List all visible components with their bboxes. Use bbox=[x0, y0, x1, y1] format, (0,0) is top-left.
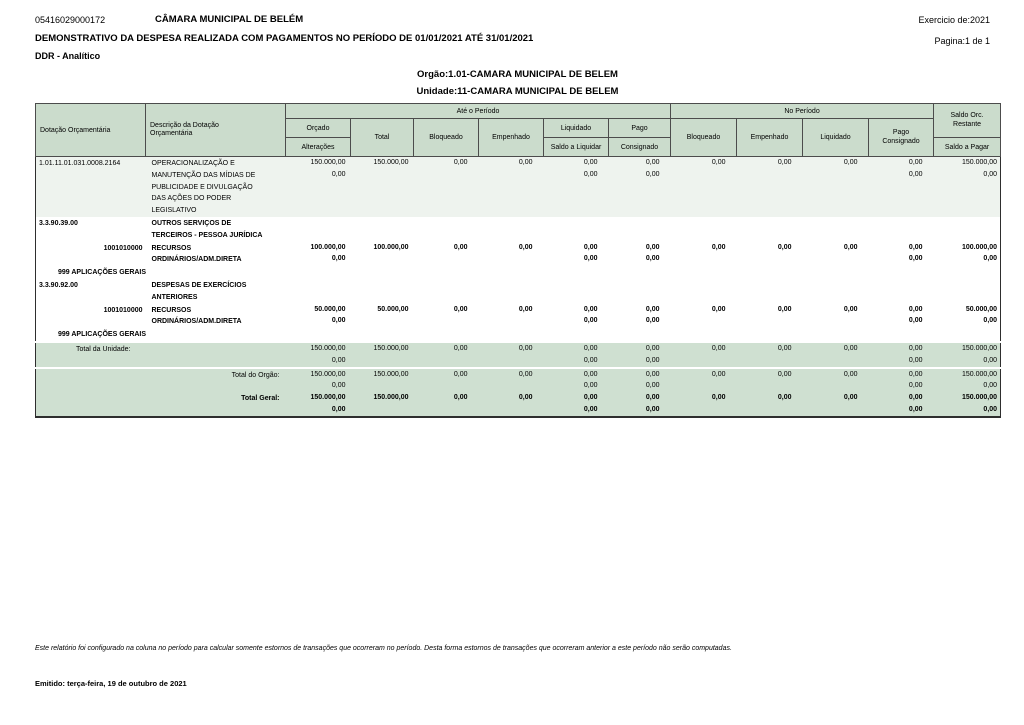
cell-value bbox=[609, 392, 671, 417]
col-group-no-periodo: No Período bbox=[671, 104, 934, 119]
value-line: 0,00 bbox=[983, 405, 998, 413]
col-header-saldo-liquidar: Saldo a Liquidar bbox=[544, 138, 609, 157]
table-header bbox=[36, 104, 1001, 157]
value-line: 0,00 bbox=[453, 344, 468, 352]
row-label-text: 999 APLICAÇÕES GERAIS bbox=[58, 331, 147, 339]
value-line: 50.000,00 bbox=[314, 305, 346, 313]
cell-value bbox=[479, 266, 544, 279]
descricao-line: DAS AÇÕES DO PODER bbox=[151, 195, 232, 203]
value-line: 0,00 bbox=[583, 394, 598, 402]
col-header-consignado-no: Consignado bbox=[882, 137, 920, 145]
cell-value bbox=[671, 342, 737, 368]
value-line: 0,00 bbox=[331, 170, 346, 178]
cell-dotacao-code bbox=[36, 217, 146, 242]
col-header-empenhado-ate: Empenhado bbox=[479, 119, 544, 157]
value-line: 0,00 bbox=[453, 394, 468, 402]
cell-value bbox=[609, 328, 671, 342]
cell-value bbox=[544, 242, 609, 267]
orgao-line: Orgão:1.01-CAMARA MUNICIPAL DE BELEM bbox=[417, 69, 618, 80]
cell-value bbox=[544, 266, 609, 279]
descricao-line: MANUTENÇÃO DAS MÍDIAS DE bbox=[151, 171, 256, 179]
value-line: 0,00 bbox=[453, 370, 468, 378]
cell-value bbox=[544, 392, 609, 417]
cell-value bbox=[351, 157, 414, 217]
cell-value bbox=[869, 342, 934, 368]
cell-value bbox=[869, 217, 934, 242]
cell-value bbox=[869, 279, 934, 304]
cell-value bbox=[414, 242, 479, 267]
value-line: 150.000,00 bbox=[310, 394, 346, 402]
cell-value bbox=[609, 217, 671, 242]
value-line: 0,00 bbox=[983, 255, 998, 263]
row-label bbox=[36, 266, 286, 279]
cell-descricao bbox=[146, 242, 286, 267]
value-line: 0,00 bbox=[908, 255, 923, 263]
value-line: 150.000,00 bbox=[962, 370, 998, 378]
value-line: 150.000,00 bbox=[310, 344, 346, 352]
cell-value bbox=[414, 342, 479, 368]
value-line: 0,00 bbox=[331, 405, 346, 413]
value-line: 100.000,00 bbox=[962, 243, 998, 251]
cell-value bbox=[479, 328, 544, 342]
cell-value bbox=[671, 279, 737, 304]
cell-value bbox=[351, 242, 414, 267]
cell-value bbox=[671, 217, 737, 242]
value-line: 0,00 bbox=[645, 317, 660, 325]
value-line: 0,00 bbox=[331, 356, 346, 364]
table-row bbox=[36, 368, 1001, 393]
cell-dotacao-code bbox=[36, 242, 146, 267]
col-header-bloqueado-ate: Bloqueado bbox=[414, 119, 479, 157]
cell-value bbox=[803, 242, 869, 267]
cell-dotacao-code bbox=[36, 279, 146, 304]
value-line: 150.000,00 bbox=[962, 394, 998, 402]
cell-value bbox=[609, 157, 671, 217]
value-line: 0,00 bbox=[711, 370, 726, 378]
value-line: 150.000,00 bbox=[310, 370, 346, 378]
cell-value bbox=[351, 368, 414, 393]
descricao-line: RECURSOS bbox=[151, 244, 192, 252]
cell-value bbox=[479, 157, 544, 217]
cell-value bbox=[414, 328, 479, 342]
cell-value bbox=[803, 392, 869, 417]
col-header-saldo-orc-restante bbox=[934, 104, 1001, 138]
cell-value bbox=[286, 279, 351, 304]
dotacao-code-text: 1.01.11.01.031.0008.2164 bbox=[39, 160, 121, 167]
cell-value bbox=[934, 242, 1001, 267]
cell-value bbox=[609, 242, 671, 267]
cell-value bbox=[934, 217, 1001, 242]
cell-value bbox=[737, 368, 803, 393]
value-line: 0,00 bbox=[908, 370, 923, 378]
descricao-line: LEGISLATIVO bbox=[151, 207, 197, 215]
cell-value bbox=[869, 392, 934, 417]
value-line: 0,00 bbox=[908, 305, 923, 313]
total-label-text: Total Geral: bbox=[241, 395, 280, 403]
value-line: 0,00 bbox=[645, 255, 660, 263]
cell-value bbox=[609, 266, 671, 279]
value-line: 0,00 bbox=[908, 317, 923, 325]
value-line: 0,00 bbox=[583, 159, 598, 166]
col-group-ate-periodo: Até o Período bbox=[286, 104, 671, 119]
value-line: 0,00 bbox=[777, 243, 792, 251]
table-row bbox=[36, 157, 1001, 217]
cell-value bbox=[737, 392, 803, 417]
value-line: 0,00 bbox=[983, 382, 998, 390]
col-header-restante: Restante bbox=[953, 120, 982, 128]
expense-table bbox=[35, 103, 1001, 418]
cell-value bbox=[286, 342, 351, 368]
descricao-line: OPERACIONALIZAÇÃO E bbox=[151, 160, 235, 167]
cell-value bbox=[414, 217, 479, 242]
cell-value bbox=[414, 279, 479, 304]
value-line: 0,00 bbox=[908, 243, 923, 251]
value-line: 0,00 bbox=[453, 305, 468, 313]
cell-value bbox=[609, 342, 671, 368]
table-row bbox=[36, 304, 1001, 329]
value-line: 150.000,00 bbox=[373, 159, 409, 166]
value-line: 0,00 bbox=[583, 305, 598, 313]
col-header-alteracoes: Alterações bbox=[286, 138, 351, 157]
value-line: 0,00 bbox=[908, 405, 923, 413]
value-line: 0,00 bbox=[583, 170, 598, 178]
cell-value bbox=[351, 217, 414, 242]
cell-value bbox=[351, 328, 414, 342]
exercise-label: Exercicio de:2021 bbox=[918, 15, 990, 25]
value-line: 0,00 bbox=[583, 344, 598, 352]
value-line: 0,00 bbox=[908, 382, 923, 390]
value-line: 100.000,00 bbox=[373, 243, 409, 251]
value-line: 0,00 bbox=[583, 382, 598, 390]
value-line: 0,00 bbox=[518, 344, 533, 352]
cell-value bbox=[351, 304, 414, 329]
total-label bbox=[36, 368, 286, 393]
table-row bbox=[36, 328, 1001, 342]
value-line: 0,00 bbox=[843, 394, 858, 402]
cell-value bbox=[286, 304, 351, 329]
value-line: 0,00 bbox=[453, 159, 468, 166]
report-subtitle: DDR - Analítico bbox=[35, 51, 101, 61]
cell-value bbox=[737, 266, 803, 279]
dotacao-code-text: 1001010000 bbox=[103, 244, 143, 252]
descricao-line: ANTERIORES bbox=[151, 293, 198, 301]
value-line: 0,00 bbox=[645, 243, 660, 251]
value-line: 0,00 bbox=[777, 394, 792, 402]
value-line: 150.000,00 bbox=[962, 344, 998, 352]
cell-value bbox=[414, 304, 479, 329]
col-header-pago-ate: Pago bbox=[609, 119, 671, 138]
cell-value bbox=[934, 266, 1001, 279]
cell-value bbox=[934, 342, 1001, 368]
cell-value bbox=[671, 328, 737, 342]
value-line: 0,00 bbox=[331, 255, 346, 263]
value-line: 0,00 bbox=[518, 243, 533, 251]
cell-descricao bbox=[146, 304, 286, 329]
cell-value bbox=[803, 266, 869, 279]
expense-table-wrapper bbox=[35, 103, 1001, 418]
row-label-text: 999 APLICAÇÕES GERAIS bbox=[58, 269, 147, 277]
col-header-total: Total bbox=[351, 119, 414, 157]
descricao-line: OUTROS SERVIÇOS DE bbox=[151, 219, 232, 227]
cell-value bbox=[286, 392, 351, 417]
cell-value bbox=[544, 217, 609, 242]
cell-value bbox=[934, 328, 1001, 342]
cell-value bbox=[414, 157, 479, 217]
value-line: 0,00 bbox=[331, 317, 346, 325]
value-line: 0,00 bbox=[583, 255, 598, 263]
report-title: DEMONSTRATIVO DA DESPESA REALIZADA COM PAGAMENTOS NO PERÍODO DE 01/01/2021 ATÉ 31/01/2021 bbox=[35, 33, 534, 44]
cell-value bbox=[544, 342, 609, 368]
cell-value bbox=[479, 242, 544, 267]
cell-value bbox=[869, 157, 934, 217]
value-line: 0,00 bbox=[583, 356, 598, 364]
table-row bbox=[36, 392, 1001, 417]
table-row bbox=[36, 217, 1001, 242]
value-line: 0,00 bbox=[645, 159, 660, 166]
cell-value bbox=[671, 304, 737, 329]
cell-value bbox=[286, 368, 351, 393]
table-row bbox=[36, 266, 1001, 279]
cell-value bbox=[351, 392, 414, 417]
value-line: 0,00 bbox=[908, 394, 923, 402]
value-line: 150.000,00 bbox=[373, 344, 409, 352]
value-line: 150.000,00 bbox=[373, 394, 409, 402]
footer-note: Este relatório foi configurado na coluna no período para calcular somente estornos de transações que ocorreram no período. Desta forma estornos de transações que ocorreram anterior a este período não serão computadas. bbox=[35, 645, 732, 652]
cell-value bbox=[286, 266, 351, 279]
cell-value bbox=[737, 217, 803, 242]
value-line: 0,00 bbox=[711, 305, 726, 313]
table-row bbox=[36, 279, 1001, 304]
value-line: 150.000,00 bbox=[373, 370, 409, 378]
cell-value bbox=[737, 328, 803, 342]
cell-value bbox=[869, 368, 934, 393]
emitted-date: Emitido: terça-feira, 19 de outubro de 2021 bbox=[35, 679, 187, 688]
cell-value bbox=[286, 217, 351, 242]
cell-value bbox=[737, 157, 803, 217]
value-line: 100.000,00 bbox=[310, 243, 346, 251]
cell-value bbox=[737, 342, 803, 368]
value-line: 0,00 bbox=[843, 344, 858, 352]
value-line: 0,00 bbox=[645, 382, 660, 390]
cell-value bbox=[286, 157, 351, 217]
cell-value bbox=[869, 328, 934, 342]
value-line: 0,00 bbox=[583, 243, 598, 251]
total-label-text: Total da Unidade: bbox=[76, 345, 131, 353]
value-line: 0,00 bbox=[983, 317, 998, 325]
value-line: 0,00 bbox=[583, 405, 598, 413]
cell-value bbox=[737, 304, 803, 329]
value-line: 0,00 bbox=[583, 317, 598, 325]
header-row-groups bbox=[36, 104, 1001, 119]
cell-dotacao-code bbox=[36, 157, 146, 217]
cell-value bbox=[934, 157, 1001, 217]
cell-value bbox=[351, 266, 414, 279]
cell-value bbox=[803, 368, 869, 393]
value-line: 0,00 bbox=[908, 170, 923, 178]
value-line: 0,00 bbox=[645, 394, 660, 402]
value-line: 0,00 bbox=[908, 356, 923, 364]
value-line: 0,00 bbox=[331, 382, 346, 390]
cell-value bbox=[934, 279, 1001, 304]
cell-value bbox=[803, 304, 869, 329]
dotacao-code-text: 3.3.90.39.00 bbox=[39, 219, 78, 227]
cell-value bbox=[286, 242, 351, 267]
value-line: 0,00 bbox=[843, 243, 858, 251]
value-line: 0,00 bbox=[645, 170, 660, 178]
cell-value bbox=[479, 304, 544, 329]
cell-value bbox=[414, 266, 479, 279]
value-line: 0,00 bbox=[711, 394, 726, 402]
value-line: 150.000,00 bbox=[962, 159, 998, 166]
cell-value bbox=[737, 242, 803, 267]
cell-value bbox=[803, 342, 869, 368]
cell-value bbox=[869, 266, 934, 279]
cell-value bbox=[544, 304, 609, 329]
cell-value bbox=[671, 368, 737, 393]
value-line: 150.000,00 bbox=[310, 159, 346, 166]
value-line: 0,00 bbox=[777, 370, 792, 378]
col-header-liquidado-ate: Liquidado bbox=[544, 119, 609, 138]
descricao-line: TERCEIROS - PESSOA JURÍDICA bbox=[151, 231, 263, 239]
value-line: 0,00 bbox=[583, 370, 598, 378]
cell-value bbox=[479, 392, 544, 417]
value-line: 0,00 bbox=[843, 370, 858, 378]
value-line: 0,00 bbox=[777, 305, 792, 313]
cell-descricao bbox=[146, 157, 286, 217]
cell-value bbox=[479, 279, 544, 304]
col-header-pago-consignado-no bbox=[869, 119, 934, 157]
cell-value bbox=[544, 157, 609, 217]
cell-descricao bbox=[146, 217, 286, 242]
value-line: 0,00 bbox=[518, 305, 533, 313]
value-line: 0,00 bbox=[711, 243, 726, 251]
table-body bbox=[36, 157, 1001, 417]
cell-value bbox=[737, 279, 803, 304]
col-header-bloqueado-no: Bloqueado bbox=[671, 119, 737, 157]
cell-value bbox=[869, 304, 934, 329]
value-line: 0,00 bbox=[645, 370, 660, 378]
value-line: 0,00 bbox=[518, 159, 533, 166]
cell-value bbox=[479, 368, 544, 393]
descricao-line: ORDINÁRIOS/ADM.DIRETA bbox=[151, 256, 242, 264]
cell-value bbox=[479, 217, 544, 242]
cell-value bbox=[803, 328, 869, 342]
value-line: 0,00 bbox=[645, 405, 660, 413]
cell-value bbox=[544, 279, 609, 304]
cell-value bbox=[671, 157, 737, 217]
descricao-line: DESPESAS DE EXERCÍCIOS bbox=[151, 281, 247, 289]
col-header-descricao-line2: Orçamentária bbox=[150, 130, 193, 137]
value-line: 0,00 bbox=[777, 344, 792, 352]
cell-value bbox=[544, 368, 609, 393]
col-header-consignado-ate: Consignado bbox=[609, 138, 671, 157]
cell-descricao bbox=[146, 279, 286, 304]
descricao-line: RECURSOS bbox=[151, 306, 192, 314]
cell-dotacao-code bbox=[36, 304, 146, 329]
descricao-line: PUBLICIDADE E DIVULGAÇÃO bbox=[151, 183, 253, 191]
col-header-liquidado-no: Liquidado bbox=[803, 119, 869, 157]
total-label-text: Total do Orgão: bbox=[231, 371, 280, 379]
cell-value bbox=[286, 328, 351, 342]
cell-value bbox=[803, 157, 869, 217]
cell-value bbox=[803, 217, 869, 242]
value-line: 0,00 bbox=[843, 305, 858, 313]
entity-name: CÂMARA MUNICIPAL DE BELÉM bbox=[155, 14, 304, 25]
value-line: 0,00 bbox=[983, 170, 998, 178]
value-line: 0,00 bbox=[645, 356, 660, 364]
value-line: 0,00 bbox=[453, 243, 468, 251]
col-header-pago-no: Pago bbox=[892, 129, 910, 136]
cell-value bbox=[869, 242, 934, 267]
col-header-orcado: Orçado bbox=[286, 119, 351, 138]
value-line: 0,00 bbox=[518, 394, 533, 402]
unidade-line: Unidade:11-CAMARA MUNICIPAL DE BELEM bbox=[416, 86, 619, 97]
dotacao-code-text: 1001010000 bbox=[103, 306, 143, 314]
value-line: 0,00 bbox=[645, 305, 660, 313]
col-header-descricao bbox=[146, 104, 286, 157]
value-line: 0,00 bbox=[711, 159, 726, 166]
value-line: 50.000,00 bbox=[377, 305, 409, 313]
value-line: 0,00 bbox=[518, 370, 533, 378]
cell-value bbox=[609, 279, 671, 304]
row-label bbox=[36, 328, 286, 342]
value-line: 0,00 bbox=[908, 344, 923, 352]
doc-number: 05416029000172 bbox=[35, 15, 106, 25]
value-line: 0,00 bbox=[777, 159, 792, 166]
cell-value bbox=[671, 266, 737, 279]
cell-value bbox=[414, 392, 479, 417]
cell-value bbox=[351, 342, 414, 368]
col-header-descricao-line1: Descrição da Dotação bbox=[150, 121, 219, 129]
descricao-line: ORDINÁRIOS/ADM.DIRETA bbox=[151, 318, 242, 326]
cell-value bbox=[934, 392, 1001, 417]
col-header-saldo-pagar: Saldo a Pagar bbox=[934, 138, 1001, 157]
total-label bbox=[36, 342, 286, 368]
value-line: 0,00 bbox=[983, 356, 998, 364]
page-number: Pagina:1 de 1 bbox=[934, 36, 990, 46]
cell-value bbox=[544, 328, 609, 342]
value-line: 0,00 bbox=[645, 344, 660, 352]
cell-value bbox=[934, 368, 1001, 393]
table-row bbox=[36, 342, 1001, 368]
cell-value bbox=[479, 342, 544, 368]
cell-value bbox=[609, 304, 671, 329]
cell-value bbox=[803, 279, 869, 304]
value-line: 0,00 bbox=[711, 344, 726, 352]
cell-value bbox=[671, 392, 737, 417]
cell-value bbox=[609, 368, 671, 393]
value-line: 0,00 bbox=[843, 159, 858, 166]
cell-value bbox=[414, 368, 479, 393]
col-header-dotacao: Dotação Orçamentária bbox=[36, 104, 146, 157]
col-header-empenhado-no: Empenhado bbox=[737, 119, 803, 157]
cell-value bbox=[671, 242, 737, 267]
dotacao-code-text: 3.3.90.92.00 bbox=[39, 281, 78, 289]
cell-value bbox=[351, 279, 414, 304]
cell-value bbox=[934, 304, 1001, 329]
col-header-saldo-orc: Saldo Orc. bbox=[950, 112, 984, 119]
total-label bbox=[36, 392, 286, 417]
value-line: 0,00 bbox=[908, 159, 923, 166]
table-row bbox=[36, 242, 1001, 267]
value-line: 50.000,00 bbox=[965, 305, 998, 313]
